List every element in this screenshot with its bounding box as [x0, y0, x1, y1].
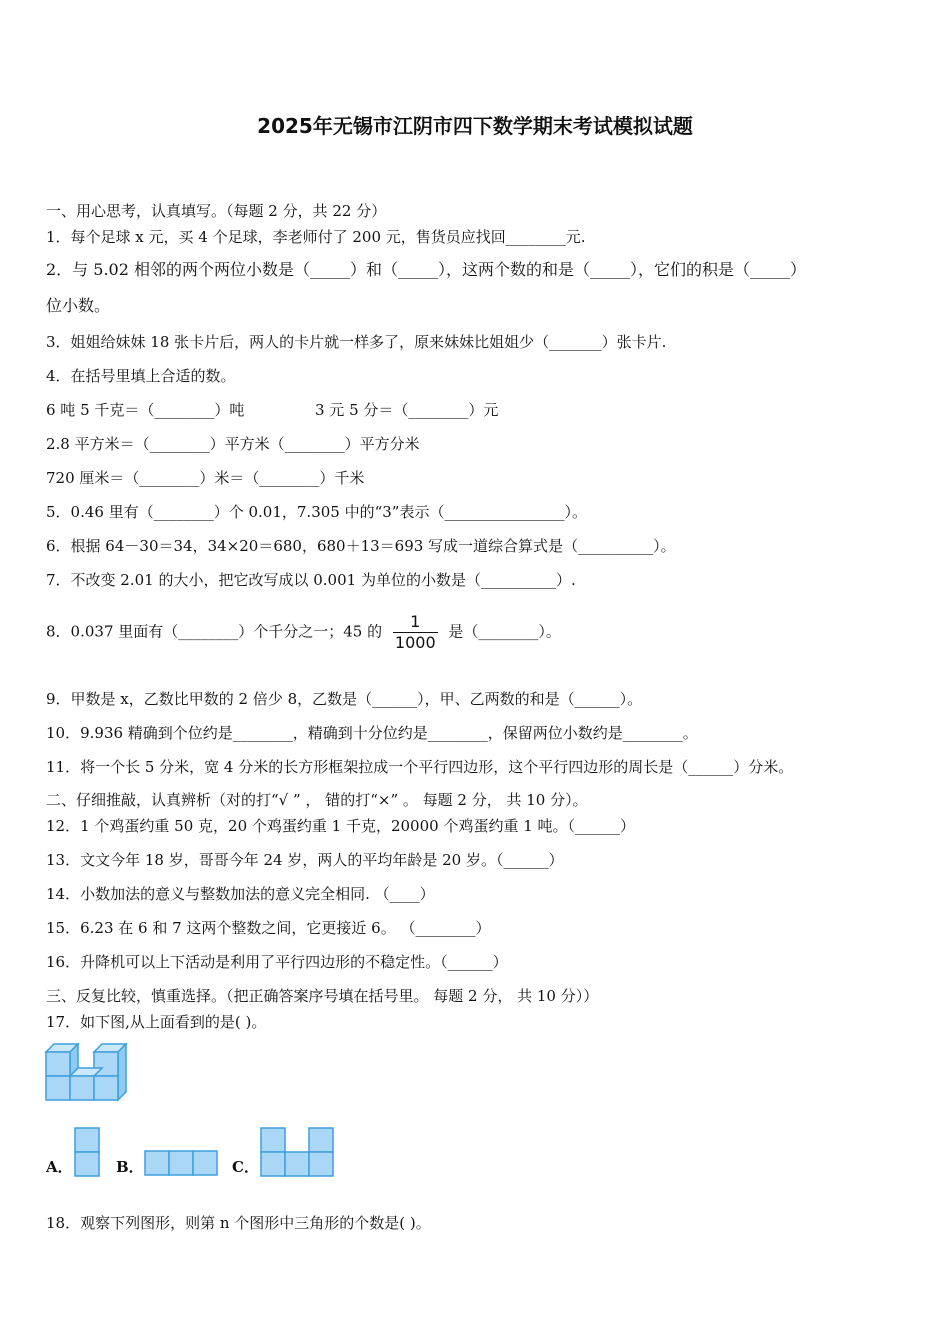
question-2-line-2: 位小数。	[46, 296, 111, 315]
cube-stack-figure	[44, 1040, 130, 1104]
section-2-heading: 二、仔细推敲，认真辨析（对的打“√ ” ， 错的打“×” 。 每题 2 分， 共 10 分）。	[46, 791, 588, 809]
page-title: 2025年无锡市江阴市四下数学期末考试模拟试题	[257, 114, 693, 138]
question-4b: 3 元 5 分＝（________）元	[315, 401, 499, 419]
question-18: 18．观察下列图形，则第 n 个图形中三角形的个数是( )。	[46, 1214, 431, 1232]
question-7: 7．不改变 2.01 的大小，把它改写成以 0.001 为单位的小数是（__________）.	[46, 571, 576, 589]
question-4c: 2.8 平方米＝（________）平方米（________）平方分米	[46, 435, 420, 453]
question-6: 6．根据 64－30＝34，34×20＝680，680＋13＝693 写成一道综合算式是（__________）。	[46, 537, 676, 555]
question-8-text-a: 8．0.037 里面有（________）个千分之一；45 的	[46, 622, 383, 641]
question-1: 1．每个足球 x 元，买 4 个足球，李老师付了 200 元，售货员应找回________元.	[46, 228, 586, 246]
question-3: 3．姐姐给妹妹 18 张卡片后，两人的卡片就一样多了，原来妹妹比姐姐少（_______）张卡片.	[46, 333, 667, 351]
fraction-one-thousandth	[393, 612, 438, 653]
question-16: 16．升降机可以上下活动是利用了平行四边形的不稳定性。（______）	[46, 953, 508, 971]
question-17: 17．如下图,从上面看到的是( )。	[46, 1013, 267, 1031]
question-13: 13．文文今年 18 岁，哥哥今年 24 岁，两人的平均年龄是 20 岁。（______）	[46, 851, 564, 869]
question-11: 11．将一个长 5 分米，宽 4 分米的长方形框架拉成一个平行四边形，这个平行四边形的周长是（______）分米。	[46, 758, 794, 776]
option-a-label: A．	[46, 1158, 73, 1176]
question-9: 9．甲数是 x，乙数比甲数的 2 倍少 8，乙数是（______），甲、乙两数的和是（______）。	[46, 690, 643, 708]
option-a-figure	[74, 1127, 102, 1177]
option-b-label: B．	[116, 1158, 144, 1176]
fraction-denominator: 1000	[394, 633, 436, 652]
question-8-text-b: 是（________）。	[448, 622, 561, 641]
option-c-figure	[260, 1127, 335, 1177]
question-4d: 720 厘米＝（________）米＝（________）千米	[46, 469, 365, 487]
section-3-heading: 三、反复比较，慎重选择。（把正确答案序号填在括号里。 每题 2 分， 共 10 分））	[46, 987, 599, 1005]
question-8	[46, 612, 561, 653]
question-2-line-1: 2．与 5.02 相邻的两个两位小数是（_____）和（_____），这两个数的和是（_____），它们的积是（_____）	[46, 260, 806, 279]
section-1-heading: 一、用心思考，认真填写。（每题 2 分，共 22 分）	[46, 202, 387, 220]
option-b-figure	[144, 1150, 218, 1177]
question-4: 4．在括号里填上合适的数。	[46, 367, 236, 385]
question-14: 14．小数加法的意义与整数加法的意义完全相同. （____）	[46, 885, 435, 903]
question-15: 15．6.23 在 6 和 7 这两个整数之间，它更接近 6。 （________）	[46, 919, 491, 937]
question-12: 12．1 个鸡蛋约重 50 克，20 个鸡蛋约重 1 千克，20000 个鸡蛋约重 1 吨。（______）	[46, 817, 636, 835]
question-5: 5．0.46 里有（________）个 0.01，7.305 中的“3”表示（________________）。	[46, 503, 587, 521]
fraction-numerator: 1	[393, 612, 438, 633]
question-4a: 6 吨 5 千克＝（________）吨	[46, 401, 245, 419]
question-10: 10．9.936 精确到个位约是________，精确到十分位约是________，保留两位小数约是________。	[46, 724, 698, 742]
option-c-label: C．	[232, 1158, 259, 1176]
